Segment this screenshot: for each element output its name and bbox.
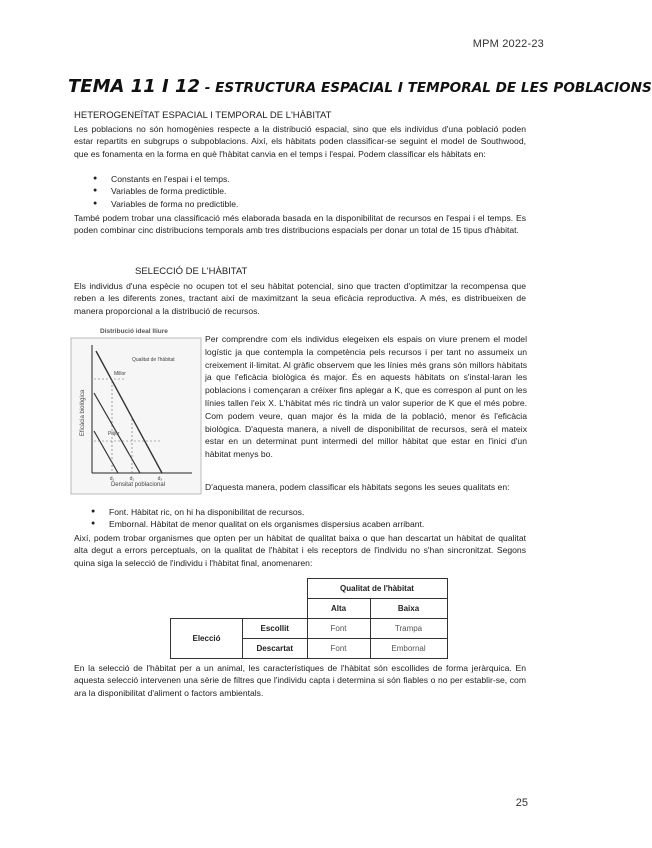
page-title — [68, 76, 652, 97]
paragraph-logistic-model: Per comprendre com els individus elegeixen els espais on viure prenem el model logístic ja que contempla la competència pels recursos i per tant no assumeix un creixement il·limitat. Al gràfic observem que les línies més grans són millors hàbitats ja que l'eficàcia biològica és major. És en aquests hàbitats on s'instal·laran les poblacions i començaran a créixer fins aplegar a K, que es correspon al punt on les línies tallen l'eix X. L'hàbitat més ric tindrà un valor superior de K que el més pobre. Com podem veure, quan major és la mida de la població, menor és l'eficàcia biològica. D'aquesta manera, a nivell de disponibilitat de recursos, serà el mateix estar en un determinat punt intermedi del millor hàbitat que estar en l'inici d'un hàbitat menys bo. — [205, 334, 527, 460]
tick-label: d₂ — [129, 476, 135, 482]
row-header: Escollit — [243, 619, 308, 639]
paragraph-errors: Així, podem trobar organismes que opten per un hàbitat de qualitat baixa o que han descartat un hàbitat de qualitat alta degut a errors perceptuals, on la qualitat de l'hàbitat i els receptors de l'individu no s'han sincronitzat. Segons quina siga la selecció de l'individu i l'hàbitat final, anomenaren: — [74, 533, 526, 568]
column-header: Alta — [307, 599, 370, 619]
figure-title: Distribució ideal lliure — [100, 328, 168, 335]
paragraph-hierarchical-selection: En la selecció de l'hàbitat per a un animal, les característiques de l'hàbitat són escollides de forma jeràrquica. En aquesta selecció intervenen una sèrie de filtres que l'individu capta i determina si són fiables o no per establir-se, com ara la disponibilitat d'aliment o factors ambientals. — [74, 663, 526, 698]
title-main: TEMA 11 I 12 — [68, 76, 201, 97]
list-item: ● Font. Hàbitat ric, on hi ha disponibilitat de recursos. — [91, 506, 424, 518]
list-item: ● Variables de forma predictible. — [93, 185, 238, 197]
x-axis-label: Densitat poblacional — [110, 482, 166, 488]
paragraph-quality-intro: D'aquesta manera, podem classificar els hàbitats segons les seues qualitats en: — [205, 482, 510, 492]
list-item: ● Constants en l'espai i el temps. — [93, 173, 238, 185]
line-label-quality: Qualitat de l'hàbitat — [132, 357, 175, 363]
table-cell: Font — [307, 619, 370, 639]
habitat-types-list — [93, 173, 238, 210]
section-heading-heterogeneity: HETEROGENEÏTAT ESPACIAL I TEMPORAL DE L'HÀBITAT — [74, 110, 332, 121]
tick-label: d₁ — [109, 476, 115, 482]
source-sink-list — [91, 506, 424, 531]
list-item: ● Variables de forma no predictible. — [93, 198, 238, 210]
section-heading-selection: SELECCIÓ DE L'HÀBITAT — [135, 266, 248, 277]
page-number: 25 — [515, 797, 528, 809]
paragraph-classification: També podem trobar una classificació més elaborada basada en la disponibilitat de recursos en l'espai i el temps. Es poden combinar cinc distribucions temporals amb tres distribucions espacials per donar un total de 15 tipus d'hàbitat. — [74, 213, 526, 236]
label-pitjor: Pitjor — [108, 431, 120, 437]
list-item: ● Embornal. Hàbitat de menor qualitat on els organismes dispersius acaben arribant. — [91, 518, 424, 530]
title-sub: - ESTRUCTURA ESPACIAL I TEMPORAL DE LES POBLACIONS — [200, 80, 652, 96]
table-header-group: Qualitat de l'hàbitat — [307, 579, 447, 599]
table-cell: Trampa — [370, 619, 447, 639]
column-header: Baixa — [370, 599, 447, 619]
paragraph-heterogeneity: Les poblacions no són homogènies respecte a la distribució espacial, sino que els individus d'una població poden estar repartits en subgrups o subpoblacions. Així, els hàbitats poden classificar-se seguint el model de Southwood, que es fonamenta en la forma en què l'hàbitat canvia en el temps i l'espai. Podem classificar els hàbitats en: — [74, 124, 526, 159]
row-group-header: Elecció — [171, 619, 243, 659]
paragraph-selection: Els individus d'una espècie no ocupen tot el seu hàbitat potencial, sino que tracten d'optimitzar la recompensa que reben a les diferents zones, tractant així de maximitzant la seua eficàcia reproductiva. A més, es distribueixen de manera proporcional a la distribució de recursos. — [74, 281, 526, 316]
table-cell: Font — [307, 639, 370, 659]
habitat-selection-table — [170, 578, 448, 659]
y-axis-label: Eficàcia biològica — [80, 389, 86, 437]
table-cell: Embornal — [370, 639, 447, 659]
row-header: Descartat — [243, 639, 308, 659]
label-millor: Millor — [114, 371, 126, 377]
document-header: MPM 2022-23 — [472, 38, 544, 50]
ideal-free-distribution-figure — [70, 323, 202, 495]
tick-label: d₃ — [157, 476, 163, 482]
